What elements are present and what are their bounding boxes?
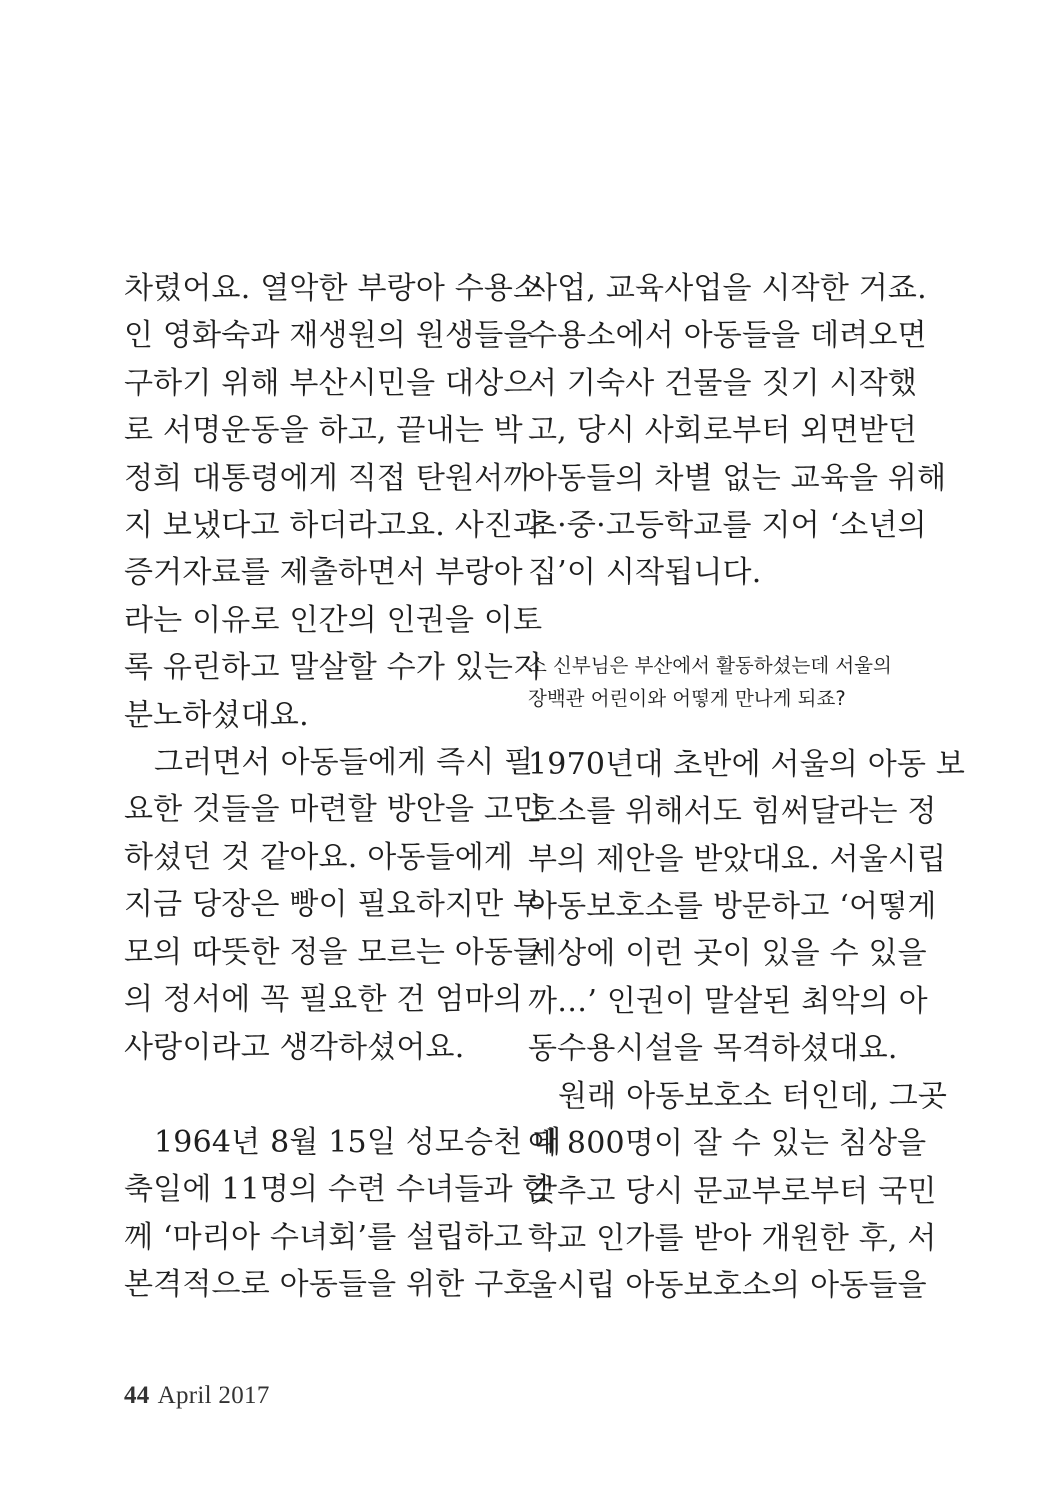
text-line: 아동들의 차별 없는 교육을 위해 (528, 460, 947, 496)
text-line: 호소를 위해서도 힘써달라는 정 (528, 794, 937, 830)
text-line: 하셨던 것 같아요. 아동들에게 (124, 839, 514, 875)
paragraph (528, 741, 966, 1073)
text-line: 분노하셨대요. (124, 697, 309, 733)
text-line: 학교 인가를 받아 개원한 후, 서 (528, 1220, 937, 1256)
text-line: 요한 것들을 마련할 방안을 고민 (124, 792, 543, 828)
paragraph (528, 1073, 948, 1310)
text-line: 라는 이유로 인간의 인권을 이토 (124, 602, 543, 638)
text-line: 지 보냈다고 하더라고요. 사진과 (124, 508, 543, 544)
paragraph (124, 739, 543, 1071)
text-line: 부의 제안을 받았대요. 서울시립 (528, 841, 947, 877)
text-line: 에 800명이 잘 수 있는 침상을 (528, 1126, 927, 1162)
left-column (124, 265, 562, 1309)
issue-date: April 2017 (157, 1382, 270, 1409)
right-column (528, 265, 966, 1310)
text-line: 세상에 이런 곳이 있을 수 있을 (528, 936, 927, 972)
text-line: 1970년대 초반에 서울의 아동 보 (528, 746, 966, 782)
text-line: 께 ‘마리아 수녀회’를 설립하고 (124, 1219, 523, 1255)
text-line: 집’이 시작됩니다. (528, 555, 762, 591)
text-line: 모의 따뜻한 정을 모르는 아동들 (124, 934, 543, 970)
text-line: 수용소에서 아동들을 데려오면 (528, 318, 927, 354)
text-line: 증거자료를 제출하면서 부랑아 (124, 555, 523, 591)
text-line: 울시립 아동보호소의 아동들을 (528, 1268, 927, 1304)
paragraph (528, 265, 947, 597)
text-line: 고, 당시 사회로부터 외면받던 (528, 413, 918, 449)
text-line: 갖추고 당시 문교부로부터 국민 (528, 1173, 937, 1209)
text-line: 본격적으로 아동들을 위한 구호 (124, 1267, 533, 1303)
text-line: 지금 당장은 빵이 필요하지만 부 (124, 887, 543, 923)
text-line: 정희 대통령에게 직접 탄원서까 (124, 460, 533, 496)
text-line: 인 영화숙과 재생원의 원생들을 (124, 318, 533, 354)
text-line: 아동보호소를 방문하고 ‘어떻게 (528, 889, 937, 925)
text-line: 축일에 11명의 수련 수녀들과 함 (124, 1172, 552, 1208)
interview-question (528, 649, 900, 715)
text-line: 의 정서에 꼭 필요한 건 엄마의 (124, 982, 523, 1018)
text-line: 사랑이라고 생각하셨어요. (124, 1029, 465, 1065)
question-line: 장백관 어린이와 어떻게 만나게 되죠? (528, 686, 846, 710)
text-line: 로 서명운동을 하고, 끝내는 박 (124, 413, 523, 449)
text-line: 록 유린하고 말살할 수가 있는지 (124, 650, 543, 686)
text-line: 구하기 위해 부산시민을 대상으 (124, 365, 533, 401)
question-line: 소 신부님은 부산에서 활동하셨는데 서울의 (528, 653, 892, 677)
page-number: 44 (124, 1382, 150, 1409)
text-line: 서 기숙사 건물을 짓기 시작했 (528, 365, 918, 401)
text-line: 까…’ 인권이 말살된 최악의 아 (528, 983, 928, 1019)
text-line: 차렸어요. 열악한 부랑아 수용소 (124, 271, 543, 306)
text-line: 그러면서 아동들에게 즉시 필 (154, 745, 534, 781)
paragraph (124, 1119, 562, 1309)
text-line: 초·중·고등학교를 지어 ‘소년의 (528, 508, 927, 544)
text-line: 사업, 교육사업을 시작한 거죠. (528, 271, 927, 306)
text-line: 1964년 8월 15일 성모승천 대 (154, 1124, 562, 1160)
paragraph (124, 265, 543, 739)
text-line: 원래 아동보호소 터인데, 그곳 (558, 1078, 948, 1114)
text-line: 동수용시설을 목격하셨대요. (528, 1031, 898, 1067)
page-footer (124, 1382, 270, 1410)
